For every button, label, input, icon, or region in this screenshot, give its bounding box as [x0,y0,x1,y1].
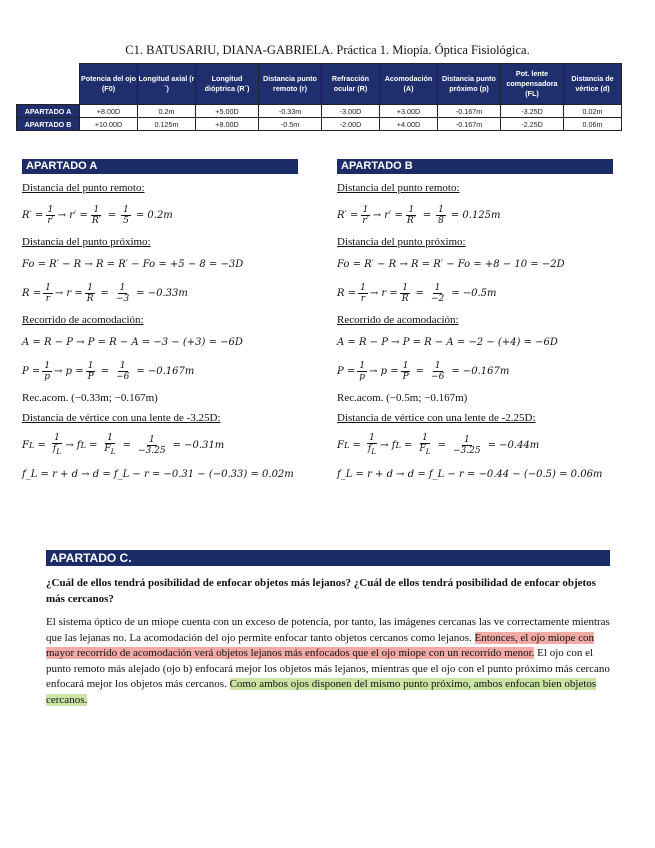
numerator: 1 [119,282,126,293]
label-remoto: Distancia del punto remoto: [337,182,460,194]
table-cell: -3.00D [322,105,380,118]
fraction [114,283,131,304]
denominator: r [45,293,51,304]
table-cell: +3.00D [380,105,438,118]
numerator: 1 [45,282,51,293]
equation-fl2: f_L = r + d → d = f_L − r = −0.31 − (−0.33) = 0.02m [22,468,294,480]
equation-remoto [337,202,627,228]
numerator: 1 [107,433,113,444]
eq-part: = −0.5m [451,287,497,299]
eq-part: = [100,365,110,377]
results-table [16,63,622,131]
fraction [366,433,378,457]
subscript: L [425,446,431,456]
question-text: ¿Cuál de ellos tendrá posibilidad de enfocar objetos más lejanos? ¿Cuál de ellos tendrá posibilidad de enfocar objetos más cercanos? [46,577,596,605]
fraction [405,205,418,226]
label-remoto: Distancia del punto remoto: [22,182,145,194]
eq-part: → p = [54,365,84,377]
fraction [136,435,168,456]
table-corner [17,64,80,105]
equation-r [22,280,312,306]
table-cell: -2.25D [501,118,564,131]
table-cell: -0.33m [259,105,322,118]
eq-part: → f [65,439,81,451]
fraction [42,361,52,382]
apartado-b-section [337,182,627,490]
numerator: 1 [87,282,93,293]
denominator: p [44,371,51,382]
eq-part: = −0.167m [136,365,195,377]
table-cell: -0.167m [438,105,501,118]
header-cell: Distancia punto remoto (r) [259,64,322,105]
denominator: 8 [438,215,444,226]
fraction [429,361,446,382]
numerator: 1 [434,282,441,293]
eq-part: P = [337,365,356,377]
apartado-a-section [22,182,312,490]
eq-part: = −0.44m [487,439,540,451]
row-label: APARTADO A [17,105,80,118]
eq-part: F [337,439,344,451]
equation-fo: Fo = R′ − R → R = R′ − Fo = +5 − 8 = −3D [22,258,244,270]
equation-fl [337,432,627,458]
denominator: R′ [406,215,416,226]
denominator: P [87,371,94,382]
eq-part: = [107,209,117,221]
answer-paragraph [46,615,614,709]
document-title: C1. BATUSARIU, DIANA-GABRIELA. Práctica 1. Miopía. Óptica Fisiológica. [125,43,530,57]
numerator: 1 [54,433,60,444]
highlight-red-text: Entonces, el ojo miope con mayor recorrido de acomodación verá objetos lejanos más enfocados que el ojo miope con un recorrido menor. [46,631,594,660]
subscript: L [110,446,116,456]
eq-part: = −0.167m [451,365,510,377]
equation-a: A = R − P → P = R − A = −2 − (+4) = −6D [337,336,558,348]
label-recorrido: Recorrido de acomodación: [337,314,459,326]
highlight-green-text: Como ambos ojos disponen del mismo punto próximo, ambos enfocan bien objetos cercanos. [46,678,597,706]
fraction [429,283,446,304]
numerator: 1 [463,434,470,445]
eq-part: R′ = [337,209,359,221]
eq-part: → r = [369,287,398,299]
fraction [45,205,55,226]
fraction [360,205,370,226]
eq-part: = 0.125m [450,209,501,221]
eq-part: = [415,287,424,299]
table-row [17,105,622,118]
eq-part: → r = [54,287,83,299]
eq-part: = [404,439,413,451]
eq-part: R = [22,287,42,299]
denominator-text: F [104,444,111,455]
fraction [51,433,63,457]
eq-part: = 0.2m [135,209,173,221]
numerator: 1 [438,204,444,215]
fraction [85,283,96,304]
subscript: L [371,446,377,456]
label-vertice: Distancia de vértice con una lente de -2.25D: [337,412,536,424]
fraction [102,433,117,457]
denominator: −3 [115,293,130,304]
table-cell: 0.125m [138,118,196,131]
eq-part: = [100,287,109,299]
table-header-row [17,64,622,105]
eq-part: = [352,439,361,451]
label-vertice: Distancia de vértice con una lente de -3.25D: [22,412,221,424]
fraction [451,435,483,456]
numerator: 1 [422,433,428,444]
denominator [417,444,432,457]
eq-part: = [37,439,46,451]
numerator: 1 [362,204,369,215]
eq-part: → r′ = [57,209,88,221]
numerator: 1 [402,282,408,293]
subscript: L [28,440,35,450]
fraction [358,283,368,304]
eq-part: P = [22,365,41,377]
eq-part: = [422,209,432,221]
denominator: R [401,293,409,304]
fraction [114,361,131,382]
equation-p [337,358,627,384]
header-cell: Refracción ocular (R) [322,64,380,105]
fraction [357,361,367,382]
apartado-a-heading: APARTADO A [22,159,298,174]
denominator: −3.25 [138,445,166,456]
numerator: 1 [359,360,366,371]
header-cell: Distancia punto próximo (p) [438,64,501,105]
eq-part: → p = [369,365,399,377]
denominator-text: f [52,444,57,455]
numerator: 1 [360,282,366,293]
table-cell: +8.00D [80,105,138,118]
table-cell: -3.25D [501,105,564,118]
label-proximo: Distancia del punto próximo: [337,236,466,248]
numerator: 1 [119,360,126,371]
fraction [86,361,96,382]
equation-fl [22,432,312,458]
table-cell: -0.5m [259,118,322,131]
eq-part: = [89,439,98,451]
table-cell: +4.00D [380,118,438,131]
header-cell: Pot. lente compensadora (FL) [501,64,564,105]
denominator: R′ [91,215,101,226]
subscript: L [80,440,86,450]
table-cell: -2.00D [322,118,380,131]
fraction [417,433,432,457]
answer-text: El ojo con el punto remoto más alejado (ojo b) enfocará mejor los objetos más lejanos, mientras que el ojo con el punto próximo más cercano enfocará mejor los objetos más cercanos. [46,647,610,691]
denominator [366,444,378,457]
denominator [102,444,117,457]
numerator: 1 [408,204,415,215]
eq-part: = −0.31m [172,439,225,451]
numerator: 1 [44,360,51,371]
subscript: L [56,446,62,456]
apartado-c-heading: APARTADO C. [46,550,610,566]
denominator-text: f [367,444,372,455]
eq-part: = [122,439,132,451]
numerator: 1 [434,360,441,371]
eq-part: → f [380,439,396,451]
rec-acom: Rec.acom. (−0.5m; −0.167m) [337,392,468,404]
eq-part: F [22,439,29,451]
equation-p [22,358,312,384]
subscript: L [343,440,350,450]
numerator: 1 [87,360,94,371]
numerator: 1 [47,204,54,215]
denominator [51,444,63,457]
fraction [400,283,411,304]
header-cell: Potencia del ojo (F0) [80,64,138,105]
fraction [43,283,53,304]
table-cell: -0.167m [438,118,501,131]
table-cell: 0.2m [138,105,196,118]
numerator: 1 [123,204,129,215]
eq-part: = −0.33m [136,287,188,299]
header-cell: Acomodación (A) [380,64,438,105]
equation-remoto [22,202,312,228]
denominator: r [360,293,366,304]
table-cell: +8.00D [196,118,259,131]
eq-part: → r′ = [372,209,403,221]
eq-part: = [437,439,447,451]
header-cell: Longitud axial (r´) [138,64,196,105]
numerator: 1 [148,434,155,445]
header-cell: Distancia de vértice (d) [564,64,622,105]
eq-part: R = [337,287,357,299]
table-row [17,118,622,131]
table-cell: 0.02m [564,105,622,118]
equation-a: A = R − P → P = R − A = −3 − (+3) = −6D [22,336,243,348]
numerator: 1 [93,204,100,215]
denominator: −2 [430,293,445,304]
denominator: r′ [47,215,54,226]
table-cell: 0.06m [564,118,622,131]
eq-part: R′ = [22,209,44,221]
apartado-b-heading: APARTADO B [337,159,613,174]
numerator: 1 [369,433,375,444]
denominator: p [359,371,366,382]
fraction [90,205,103,226]
denominator-text: F [419,444,426,455]
rec-acom: Rec.acom. (−0.33m; −0.167m) [22,392,158,404]
table-cell: +10.00D [80,118,138,131]
denominator: −6 [116,371,130,382]
subscript: L [395,440,401,450]
eq-part: = [415,365,425,377]
denominator: r′ [362,215,369,226]
fraction [401,361,411,382]
header-cell: Longitud dióptrica (R´) [196,64,259,105]
denominator: 5 [123,215,129,226]
denominator: R [86,293,94,304]
answer-text: El sistema óptico de un miope cuenta con un exceso de potencia, por tanto, las imágenes cercanas las ve correctamente mientras que las lejanas no. La acomodación del ojo permite enfocar tanto objetos cercanos como lejanos. [46,616,610,644]
equation-fo: Fo = R′ − R → R = R′ − Fo = +8 − 10 = −2D [337,258,565,270]
equation-fl2: f_L = r + d → d = f_L − r = −0.44 − (−0.5) = 0.06m [337,468,603,480]
denominator: P [402,371,409,382]
equation-r [337,280,627,306]
label-proximo: Distancia del punto próximo: [22,236,151,248]
label-recorrido: Recorrido de acomodación: [22,314,144,326]
denominator: −6 [431,371,445,382]
fraction [436,205,446,226]
denominator: −3.25 [453,445,481,456]
fraction [121,205,131,226]
numerator: 1 [402,360,409,371]
table-cell: +5.00D [196,105,259,118]
row-label: APARTADO B [17,118,80,131]
